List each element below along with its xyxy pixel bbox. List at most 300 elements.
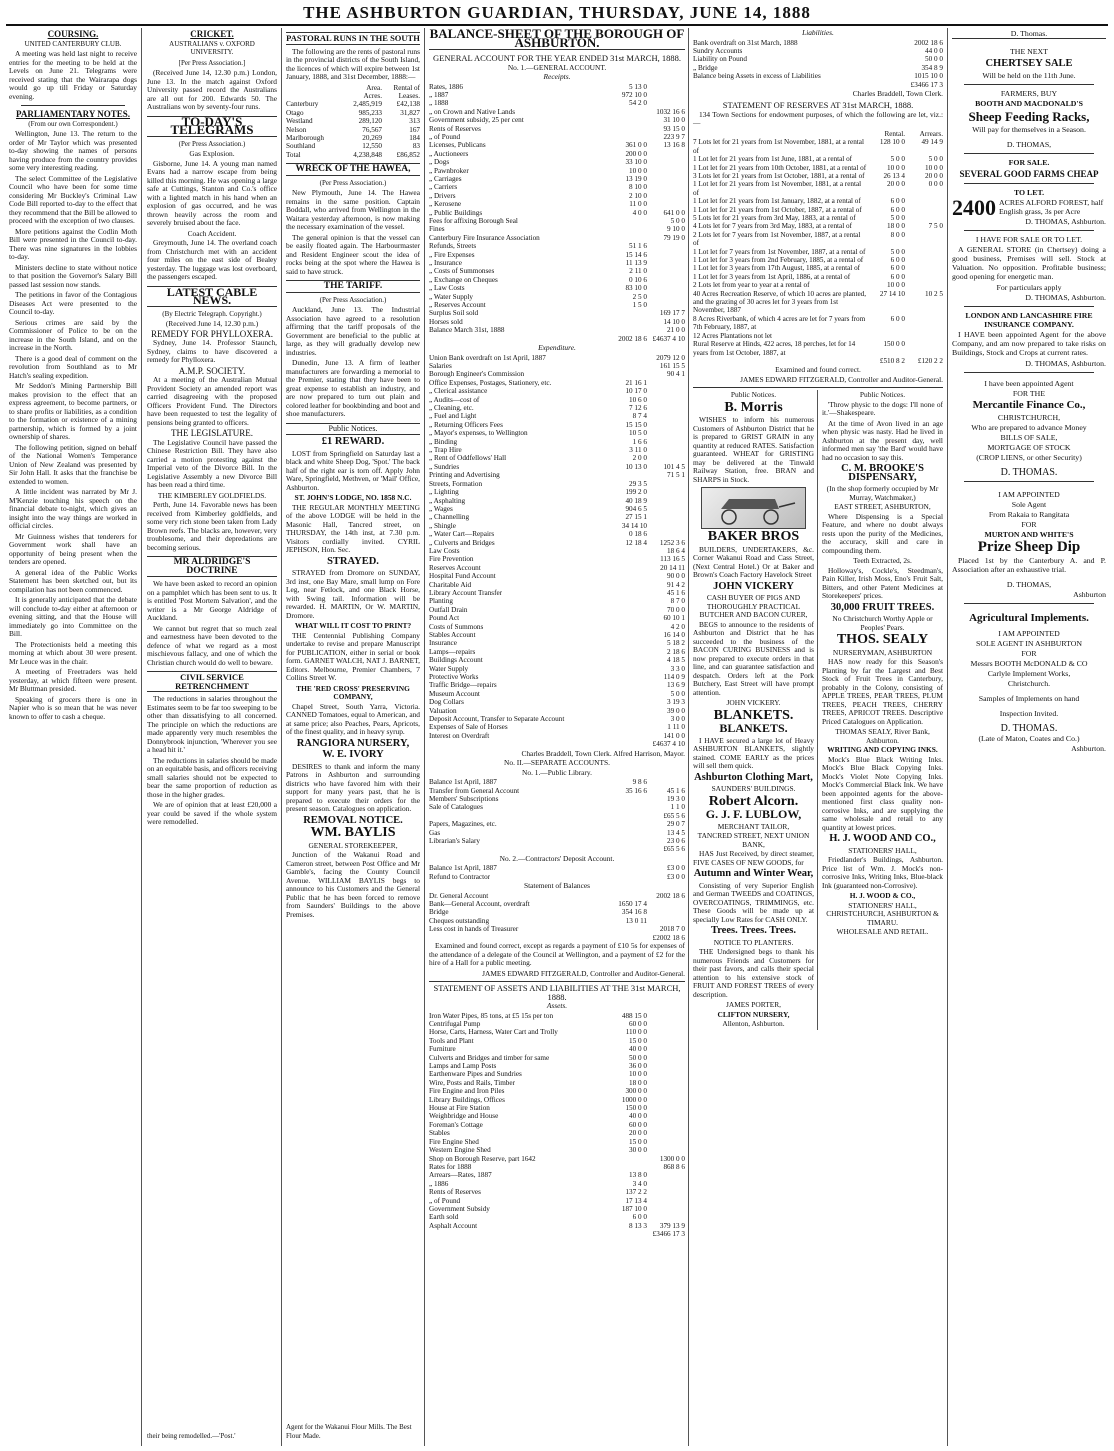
table-row xyxy=(693,222,943,230)
ad-heading: TO LET. xyxy=(1013,188,1045,197)
paragraph: SOLE AGENT IN ASHBURTON xyxy=(975,639,1083,648)
table-row xyxy=(429,723,685,731)
table-cell xyxy=(429,335,609,343)
table-cell: Asphalt Account xyxy=(429,1221,478,1230)
ledger-table xyxy=(429,1012,685,1239)
ad-heading: I AM APPOINTED xyxy=(998,490,1060,499)
reserves-body xyxy=(693,138,943,365)
table-cell xyxy=(609,326,647,334)
table-cell: 1 11 0 xyxy=(667,723,685,732)
paragraph: The select Committee of the Legislative Council who have been for some time considering Mr Buckley's Criminal Law Code Bill reported to-day to the effect that they recommend that the Bill be allowed to proceed with the exception of two clauses. xyxy=(9,173,137,225)
table-cell xyxy=(609,715,647,723)
table-cell xyxy=(609,681,647,689)
table-row xyxy=(286,84,420,92)
table-row xyxy=(429,547,685,555)
table-cell xyxy=(609,1163,647,1171)
table-row xyxy=(429,1180,685,1188)
table-cell xyxy=(647,513,685,521)
table-row xyxy=(429,225,685,233)
table-cell: Refund to Contractor xyxy=(429,872,491,881)
table-row xyxy=(429,690,685,698)
table-cell: 90 4 1 xyxy=(667,370,685,379)
table-cell: „ Cleaning, etc. xyxy=(429,404,474,413)
table-cell: 40 0 0 xyxy=(629,1112,647,1121)
paragraph: ACRES ALFORD FOREST, half English grass, 3s per Acre xyxy=(999,198,1104,216)
table-cell: 379 13 9 xyxy=(659,1221,685,1230)
table-cell xyxy=(609,133,647,141)
table-header: Area. xyxy=(366,83,382,92)
column-divider xyxy=(947,28,948,1446)
table-cell: Centrifugal Pump xyxy=(429,1020,481,1028)
table-cell: 141 0 0 xyxy=(663,731,685,740)
column-divider xyxy=(281,28,282,1446)
paragraph: Gisborne, June 14. A young man named Evans had a narrow escape from being killed this morning. He was opening a large safe at Cuttings, Stanton and Co.'s office with a lighted match in his hand when an explosion of gas occurred, and he was thrown heavily across the room and severely bruised about the face. xyxy=(147,158,277,227)
table-row xyxy=(693,81,943,89)
table-cell: 289,120 xyxy=(358,117,382,126)
table-cell: Cheques outstanding xyxy=(429,916,490,925)
table-cell xyxy=(647,1104,685,1112)
table-cell xyxy=(647,530,685,538)
table-cell xyxy=(647,251,685,259)
table-cell xyxy=(647,454,685,462)
table-cell xyxy=(647,1213,685,1221)
table-row xyxy=(429,267,685,275)
table-cell: 83 xyxy=(412,142,420,151)
signature: D. THOMAS, Ashburton. xyxy=(1025,359,1106,368)
section-heading: THE TARIFF. xyxy=(286,280,420,293)
table-cell xyxy=(647,522,685,530)
table-cell: £510 8 2 xyxy=(879,356,905,365)
table-cell: 113 16 5 xyxy=(660,555,685,564)
table-cell: 10 6 0 xyxy=(629,395,647,404)
subheading: STATIONERS' HALL, xyxy=(848,845,917,855)
table-cell: Rates, 1886 xyxy=(429,82,463,91)
table-cell xyxy=(647,267,685,275)
table-cell: 44 0 0 xyxy=(925,46,943,55)
table-row xyxy=(429,209,685,217)
table-cell: 54 2 0 xyxy=(629,99,647,108)
table-cell: Law Costs xyxy=(429,546,460,555)
table-row xyxy=(429,1222,685,1230)
table-cell: Tools and Plant xyxy=(429,1036,474,1045)
paragraph: We have been asked to record an opinion on a pamphlet which has been sent to us. It is entitled 'Post Mortem Salvation', and the writer is a Mr George Aldridge of Auckland. xyxy=(147,579,277,622)
table-cell: 187 10 0 xyxy=(621,1204,647,1213)
ad-heading: FOR SALE. xyxy=(1008,158,1050,167)
table-cell: £3 0 0 xyxy=(667,872,685,881)
table-cell: £65 5 6 xyxy=(663,845,685,854)
table-cell: 40 18 9 xyxy=(625,496,647,505)
table-cell: Weighbridge and House xyxy=(429,1112,499,1121)
divider xyxy=(964,183,1094,184)
table-cell xyxy=(647,1121,685,1129)
table-cell: 90 0 0 xyxy=(667,572,685,581)
table-cell xyxy=(647,242,685,250)
table-cell: 1 1 0 xyxy=(670,803,685,812)
table-cell: Marlborough xyxy=(286,133,324,142)
table-cell: Salaries xyxy=(429,362,452,370)
table-cell: „ Auctioneers xyxy=(429,149,469,158)
paragraph: Mock's Blue Black Writing Inks. Mock's Blue Black Copying Inks. Mock's Violet Note Copying Inks. Mock's Commercial Black Ink. We have been appointed agents for the above-mentioned first class quality non-corrosive Inks, and are supplying the same wholesale and retail to any quantity at lowest prices. xyxy=(822,754,943,832)
paragraph: DESIRES to thank and inform the many Patrons in Ashburton and surrounding districts who have favored him with their support for many years past, that he is prepared to execute their orders for the present season. Catalogues on application. xyxy=(286,761,420,814)
table-cell: Bank—General Account, overdraft xyxy=(429,900,530,909)
column-divider xyxy=(424,28,425,1446)
ad-heading: Autumn and Winter Wear, xyxy=(693,868,814,880)
table-row xyxy=(286,134,420,142)
table-cell xyxy=(609,639,647,647)
ad-heading: £1 REWARD. xyxy=(321,436,385,448)
table-cell: 8 10 0 xyxy=(629,183,647,192)
table-cell: 76,567 xyxy=(362,125,382,134)
signature: D. THOMAS, Ashburton. xyxy=(1025,217,1106,226)
subheading: TANCRED STREET, NEXT UNION BANK, xyxy=(697,831,810,849)
ad-heading: C. M. BROOKE'S DISPENSARY, xyxy=(841,463,924,483)
table-row xyxy=(429,192,685,200)
paragraph: At a meeting of the Australian Mutual Provident Society an amended report was carried disagreeing with the proposed Officers Provident Fund. The Directors have been requested to test the legality of pensions being granted to officers. xyxy=(147,375,277,427)
section-heading: WRECK OF THE HAWEA, xyxy=(286,163,420,176)
section-heading: PASTORAL RUNS IN THE SOUTH xyxy=(286,33,420,43)
ledger-body xyxy=(429,892,685,942)
divider xyxy=(964,230,1094,231)
table-cell xyxy=(609,125,647,133)
table-cell xyxy=(647,1062,685,1070)
table-cell xyxy=(647,167,685,175)
table-cell: 3 0 0 xyxy=(670,715,685,724)
table-cell: 79 19 0 xyxy=(663,233,685,242)
table-row xyxy=(693,256,943,264)
table-cell: Earthenware Pipes and Sundries xyxy=(429,1070,522,1079)
table-cell xyxy=(647,379,685,387)
table-cell: 354 16 8 xyxy=(621,908,647,917)
table-cell: 83 10 0 xyxy=(625,284,647,293)
ad-heading: BLANKETS. xyxy=(719,721,788,736)
table-row xyxy=(429,200,685,208)
paragraph: HAS now ready for this Season's Planting by far the Largest and Best Stock of Fruit Trees in Canterbury, probably in the Colony, consisting of APPLE TREES, PEAR TREES, PLUM TREES, PEACH TREES, CHERRY TREES, APRICOT TREES. Descriptive Priced Catalogues on Application. xyxy=(822,657,943,726)
table-row xyxy=(429,892,685,900)
table-cell: 26 13 4 xyxy=(883,171,905,180)
ad-heading: BOOTH AND MACDONALD'S xyxy=(975,99,1083,108)
table-cell: Costs of Summons xyxy=(429,622,484,631)
ledger-table xyxy=(429,83,685,344)
section-heading: CRICKET. xyxy=(190,29,234,39)
table-cell: Charitable Aid xyxy=(429,580,472,589)
subheading: No Christchurch Worthy Apple or Peoples' Pears. xyxy=(832,614,933,632)
subheading: Public Notices. xyxy=(730,390,777,400)
table-cell: 10 0 0 xyxy=(887,163,905,172)
paragraph: The Protectionists held a meeting this morning at which about 30 were present. Mr Leuce was in the chair. xyxy=(9,639,137,666)
table-row xyxy=(429,217,685,225)
table-row xyxy=(429,673,685,681)
table-cell xyxy=(609,829,647,837)
table-cell: 20 14 11 xyxy=(660,563,685,572)
table-row xyxy=(429,1045,685,1053)
table-cell: 1 5 0 xyxy=(632,301,647,310)
table-row xyxy=(429,1037,685,1045)
table-row xyxy=(429,429,685,437)
ad-heading: W. E. IVORY xyxy=(322,749,384,761)
subheading: CASH BUYER OF PIGS AND THOROUGHLY PRACTICAL BUTCHER AND BACON CURER, xyxy=(699,593,808,620)
table-row xyxy=(429,1096,685,1104)
paragraph: A GENERAL STORE (in Chertsey) doing a good business, Premises will sell. Stock at Valuation. No opposition. Profitable business; good opening for energetic man. xyxy=(952,245,1106,281)
table-cell: 60 10 1 xyxy=(663,614,685,623)
table-cell xyxy=(647,192,685,200)
ledger-table xyxy=(429,892,685,942)
table-cell: Government subsidy, 25 per cent xyxy=(429,116,524,125)
table-cell: Buildings Account xyxy=(429,656,483,665)
column-5 xyxy=(690,28,946,1446)
ledger-body xyxy=(429,864,685,881)
section-heading: LATEST CABLE NEWS. xyxy=(147,286,277,307)
table-cell: 1 Lot let for 3 years from 17th August, 1885, at a rental of xyxy=(693,264,861,273)
table-cell: 30 0 0 xyxy=(629,1146,647,1155)
paragraph: New Plymouth, June 14. The Hawea remains in the same position. Captain Boddall, who arrived from Wellington in the Waitara yesterday afternoon, is now making the necessary examination of the vessel. xyxy=(286,188,420,232)
paragraph: A general idea of the Public Works Statement has been sketched out, but its compilation has not been commenced. xyxy=(9,567,137,594)
table-cell: 1300 0 0 xyxy=(659,1154,685,1163)
table-cell: 110 0 0 xyxy=(625,1028,647,1037)
subheading: A.M.P. SOCIETY. xyxy=(178,365,246,376)
table-cell xyxy=(867,64,905,72)
table-cell xyxy=(867,39,905,47)
table-cell: Horse, Carts, Harness, Water Cart and Trolly xyxy=(429,1028,558,1037)
table-row xyxy=(429,522,685,530)
signature: Charles Braddell, Town Clerk. Alfred Harrison, Mayor. xyxy=(521,748,685,758)
paragraph: The reductions in salaries throughout the Estimates seem to be far too sweeping to be other than dissatisfying to all concerned. The principle on which the reductions are made apparently very much resembles the Donnybrook injunction, 'Wherever you see a head hit it.' xyxy=(147,694,277,754)
table-row xyxy=(429,639,685,647)
table-cell: 114 0 9 xyxy=(663,673,685,682)
table-cell: £2002 18 6 xyxy=(652,933,685,942)
table-cell: 45 1 6 xyxy=(667,786,685,795)
table-row xyxy=(693,332,943,340)
table-row xyxy=(429,335,685,343)
table-cell: Valuation xyxy=(429,706,457,715)
table-cell: £3466 17 3 xyxy=(910,80,943,89)
table-cell: 10 0 0 xyxy=(887,281,905,290)
table-row xyxy=(693,290,943,315)
table-cell: Rents of Reserves xyxy=(429,1188,481,1197)
subheading: THE LEGISLATURE. xyxy=(171,428,253,438)
paragraph: Who are prepared to advance Money xyxy=(971,423,1087,432)
table-cell: 50 0 0 xyxy=(925,55,943,64)
paragraph: Greymouth, June 14. The overland coach from Christchurch met with an accident four miles on the east side of Bealey yesterday. The luggage was lost overboard, the passengers escaped. xyxy=(147,238,277,281)
table-cell: £120 2 2 xyxy=(917,356,943,365)
table-cell: 167 xyxy=(409,125,420,134)
paragraph: The petitions in favor of the Contagious Diseases Act were presented to the Council to-day. xyxy=(9,290,137,316)
table-cell: 60 0 0 xyxy=(629,1120,647,1129)
table-cell: Union Bank overdraft on 1st April, 1887 xyxy=(429,353,546,362)
paragraph: Holloway's, Cockle's, Steedman's, Pain Killer, Irish Moss, Eno's Fruit Salt, Bitters, and other Patent Medicines at Storekeepers' prices. xyxy=(822,565,943,601)
table-cell xyxy=(647,158,685,166)
table-cell: 5 0 0 xyxy=(890,247,905,256)
table-cell: Fire Engine and Iron Piles xyxy=(429,1087,505,1096)
subheading: (Per Press Association.) xyxy=(319,295,387,304)
ad-heading: STRAYED. xyxy=(327,555,379,567)
table-cell: 19 3 0 xyxy=(667,795,685,803)
signature: JAMES PORTER, xyxy=(726,1000,781,1010)
table-row xyxy=(429,698,685,706)
table-cell xyxy=(609,1155,647,1163)
table-cell xyxy=(647,83,685,91)
subheading: CHRISTCHURCH, xyxy=(997,413,1061,422)
table-cell xyxy=(429,1230,609,1238)
table-row xyxy=(693,231,943,248)
table-row xyxy=(429,354,685,362)
ad-heading: G. J. F. LUBLOW, xyxy=(705,807,802,822)
table-cell xyxy=(905,273,943,281)
table-row xyxy=(429,1138,685,1146)
table-cell xyxy=(609,925,647,933)
table-cell: Rents of Reserves xyxy=(429,124,481,133)
table-cell xyxy=(609,740,647,748)
table-cell: 15 0 0 xyxy=(629,1137,647,1146)
signature: D. THOMAS, Ashburton. xyxy=(1025,293,1106,302)
table-cell: 11 0 0 xyxy=(629,200,647,209)
table-cell: 137 2 2 xyxy=(625,1188,647,1197)
table-row xyxy=(429,778,685,786)
table-cell: 1015 10 0 xyxy=(914,72,943,81)
subheading: Teeth Extracted, 2s. xyxy=(853,556,912,566)
carriage-illustration xyxy=(701,487,806,529)
paragraph: STRAYED from Dromore on SUNDAY, 3rd inst, one Bay Mare, small lump on Fore Leg, near Fetlock, and one Black Horse, with Swing tail. Information will be rewarded. H. MARTIN, Or W. MARTIN, Dromore. xyxy=(286,568,420,620)
table-cell: 1650 17 4 xyxy=(618,900,647,909)
table-cell xyxy=(647,293,685,301)
table-header: Rental. xyxy=(884,129,905,138)
table-cell: Printing and Advertising xyxy=(429,471,500,480)
table-row xyxy=(429,581,685,589)
table-cell: 10 0 0 xyxy=(925,163,943,172)
table-cell: 1000 0 0 xyxy=(621,1095,647,1104)
table-cell: 20 0 0 xyxy=(887,180,905,189)
table-cell: 23 0 6 xyxy=(667,837,685,846)
table-cell: Fees for affixing Borough Seal xyxy=(429,217,518,225)
table-cell xyxy=(647,150,685,158)
table-row xyxy=(429,412,685,420)
table-cell: 1 Lot let for 21 years from 1st January, 1882, at a rental of xyxy=(693,197,861,206)
table-cell xyxy=(867,55,905,63)
ad-heading: B. Morris xyxy=(724,399,783,415)
table-cell xyxy=(647,91,685,99)
table-cell: 223 9 7 xyxy=(663,132,685,141)
table-cell: 12 Acres Plantations not let xyxy=(693,331,773,340)
divider xyxy=(964,84,1094,85)
subheading: (Per Press Association.) xyxy=(178,139,246,148)
paragraph: Mr Guinness wishes that tenderers for Government work shall have an opportunity of being present when the tenders are opened. xyxy=(9,531,137,566)
ad-heading: THOS. SEALY xyxy=(836,632,929,648)
table-cell: 15 15 0 xyxy=(625,420,647,429)
subheading: Assets. xyxy=(546,1001,568,1011)
paragraph: Junction of the Wakanui Road and Cameron street, between Post Office and Mr Gamble's, facing the County Council Avenue. WILLIAM BAYLIS begs to announce to his Customers and the General Public that he has been forced to remove from Saunders' Buildings to the above Premises. xyxy=(286,850,420,919)
paragraph: their being remodelled.—'Post.' xyxy=(147,1431,236,1440)
table-cell: 2 0 0 xyxy=(632,454,647,463)
paragraph: Inspection Invited. xyxy=(999,709,1059,718)
table-cell: „ Costs of Summonses xyxy=(429,267,495,276)
table-cell: „ Public Buildings xyxy=(429,208,483,217)
ads-left xyxy=(693,390,818,1030)
table-cell xyxy=(609,892,647,900)
table-cell xyxy=(609,581,647,589)
table-cell xyxy=(647,1112,685,1120)
table-row xyxy=(693,138,943,155)
table-cell: 1 Lot let for 3 years from 2nd February, 1885, at a rental of xyxy=(693,256,864,265)
subheading: SAUNDERS' BUILDINGS. xyxy=(711,784,796,794)
paragraph: The reductions in salaries should be made on an equitable basis, and officers receiving small salaries should not be expected to bear the same proportion of reduction as those in the higher grades. xyxy=(147,755,277,799)
table-cell: „ 1886 xyxy=(429,1179,449,1188)
table-cell: Outfall Drain xyxy=(429,605,468,614)
table-cell: 60 0 0 xyxy=(629,1020,647,1028)
table-header: Leases. xyxy=(398,91,420,100)
table-cell: Rural Reserve at Hinds, 422 acres, 18 perches, let for 14 years from 1st October, 1887, at xyxy=(693,340,856,357)
paragraph: Christchurch. xyxy=(1007,679,1051,688)
ad-heading: RANGIORA NURSERY, xyxy=(296,737,410,749)
table-row xyxy=(429,1230,685,1238)
table-cell xyxy=(609,648,647,656)
paragraph: Mr Seddon's Mining Partnership Bill makes provision to the effect that an express agreement, to become partners, or to share profits or liabilities, as a condition to the formation or existence of a mining partnership, which is formed by a joint ownership of shares. xyxy=(9,381,137,441)
table-cell: Licenses, Publicans xyxy=(429,141,486,150)
table-cell: 5 13 0 xyxy=(629,82,647,91)
table-cell xyxy=(647,259,685,267)
table-cell: 1 Lot let for 7 years from 1st November, 1887, at a rental of xyxy=(693,247,866,256)
table-cell: „ Water Supply xyxy=(429,292,474,301)
paragraph: I HAVE been appointed Agent for the above Company, and am now prepared to take risks on Buildings, Stock and Crops at current rates. xyxy=(952,330,1106,357)
table-cell xyxy=(647,488,685,496)
table-cell: 6 0 0 xyxy=(890,256,905,265)
table-cell xyxy=(609,732,647,740)
table-row xyxy=(693,47,943,55)
subheading: (Received June 14, 12.30 p.m.) xyxy=(165,319,259,328)
table-row xyxy=(429,623,685,631)
table-cell: Sale of Catalogues xyxy=(429,803,483,812)
page-title: BALANCE-SHEET OF THE BOROUGH OF ASHBURTON. xyxy=(429,28,685,50)
table-cell xyxy=(609,318,647,326)
paragraph: The general opinion is that the vessel can be easily floated again. The Harbourmaster and Resident Engineer scout the idea of rocks being at the spot where the Hawea is said to have struck. xyxy=(286,232,420,276)
table-cell: „ 1887 xyxy=(429,90,449,99)
table-cell: 4 Lots let for 7 years from 3rd May, 1883, at a rental of xyxy=(693,222,853,231)
table-cell xyxy=(647,429,685,437)
section-heading: COURSING. xyxy=(47,29,99,39)
subheading: NURSERYMAN, ASHBURTON xyxy=(832,647,933,657)
table-cell: „ Sundries xyxy=(429,462,460,471)
subheading: AUSTRALIANS v. OXFORD UNIVERSITY. xyxy=(169,39,255,56)
table-cell: 12 18 4 xyxy=(625,538,647,547)
table-cell xyxy=(609,864,647,872)
table-cell: Balance 1st April, 1887 xyxy=(429,864,497,873)
table-cell xyxy=(609,723,647,731)
table-cell: 4 0 0 xyxy=(632,208,647,217)
subheading: (From our own Correspondent.) xyxy=(28,119,118,128)
subheading: (In the shop formerly occupied by Mr Murray, Watchmaker,) xyxy=(826,484,939,502)
table-cell: Insurance xyxy=(429,639,457,648)
table-cell xyxy=(867,47,905,55)
table-cell xyxy=(905,206,943,214)
table-cell: 12,550 xyxy=(362,142,382,151)
table-cell xyxy=(647,1012,685,1020)
ad-heading: CHERTSEY SALE xyxy=(985,58,1073,69)
table-cell: 3 4 0 xyxy=(632,1179,647,1188)
table-cell xyxy=(647,497,685,505)
table-row xyxy=(429,318,685,326)
column-divider xyxy=(688,28,689,1446)
table-row xyxy=(693,172,943,180)
table-cell: 4 2 0 xyxy=(670,622,685,631)
table-cell: 5 0 0 xyxy=(670,217,685,225)
table-cell: 10 13 0 xyxy=(625,462,647,471)
table-cell xyxy=(647,1146,685,1154)
table-row xyxy=(429,454,685,462)
table-row xyxy=(693,55,943,63)
table-cell xyxy=(647,900,685,908)
paragraph: Speaking of grocers there is one in Napier who is so mean that he was never known to offer to cash a cheque. xyxy=(9,694,137,721)
table-cell: 5 18 2 xyxy=(667,639,685,648)
table-cell: Earth sold xyxy=(429,1213,459,1222)
subheading: STATEMENT OF ASSETS AND LIABILITIES AT THE 31st MARCH, 1888. xyxy=(429,981,685,1001)
